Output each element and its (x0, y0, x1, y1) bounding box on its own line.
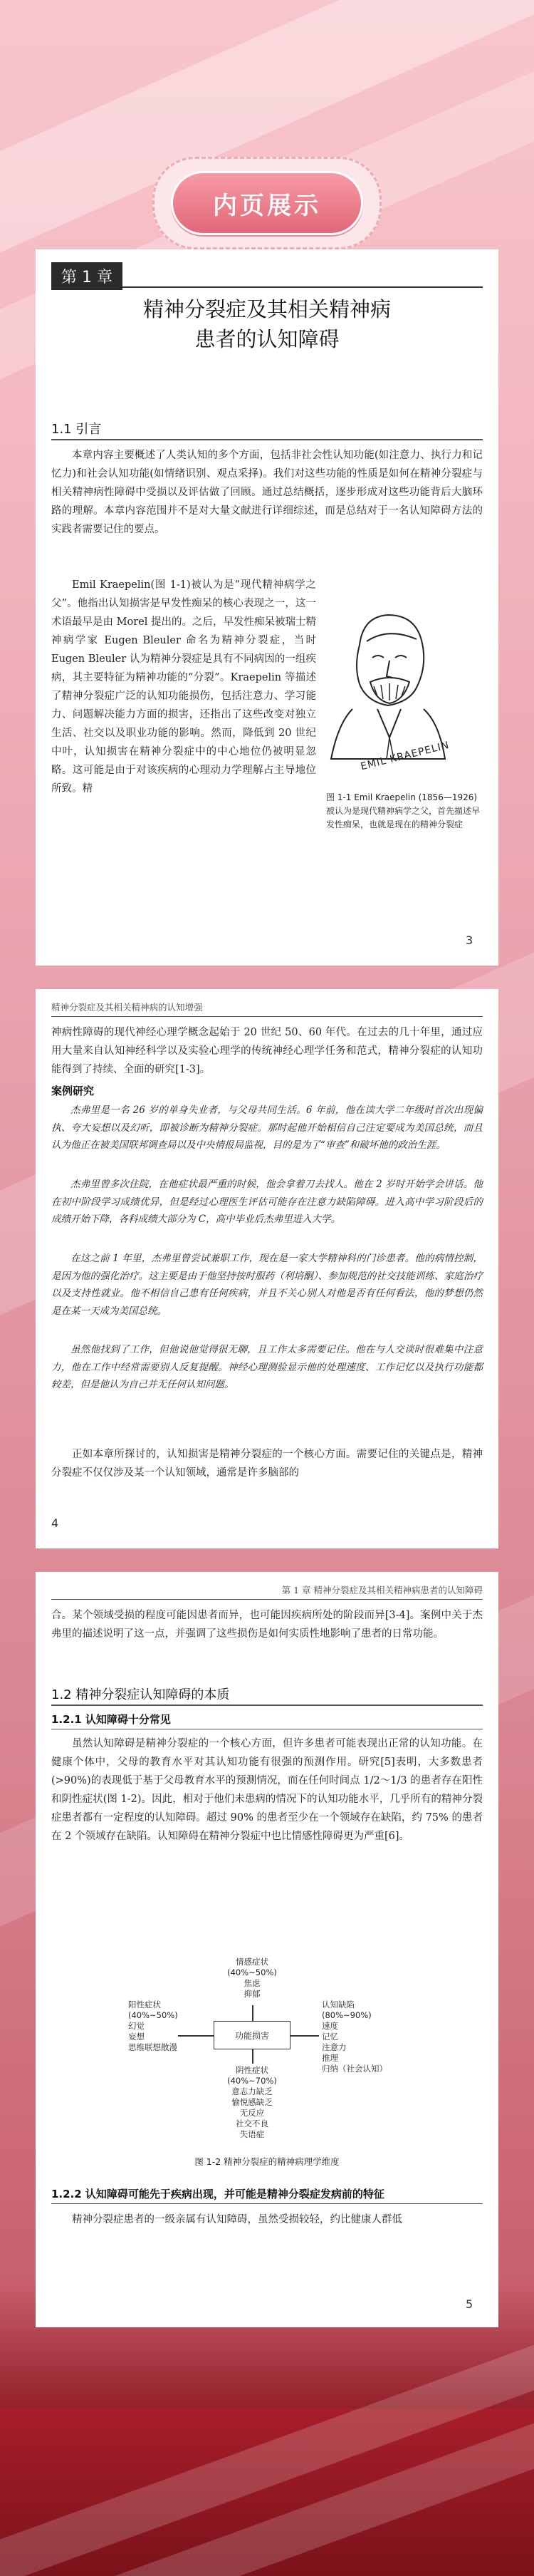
chapter-title-line1: 精神分裂症及其相关精神病 (142, 297, 391, 321)
kraepelin-paragraph: Emil Kraepelin(图 1-1)被认为是“现代精神病学之父”。他指出认知损害是早发性痴呆的核心表现之一，这一术语最早是由 Morel 提出的。之后，早发性痴呆被瑞士精神病学家 Eugen Bleuler 命名为精神分裂症，当时 Eugen Bleuler 认为精神分裂症是具有不同病因的一组疾病，其主要特征为精神功能的“分裂”。Kraepelin 等描述了精神分裂症广泛的认知功能损伤，包括注意力、学习能力、问题解决能力方面的损害，还指出了这些改变对独立生活、社交以及职业功能的影响。然而，降低到 20 世纪中叶，认知损害在精神分裂症中的中心地位仍被明显忽略。这可能是由于对该疾病的心理动力学理解占主导地位所致。精 (51, 579, 316, 795)
top-item: 抑郁 (244, 1989, 261, 1999)
bottom-item: 意志力缺乏 (231, 2086, 273, 2096)
left-item: 幻觉 (128, 2021, 145, 2031)
diagram-right-node (322, 2000, 422, 2074)
subsection-rule (51, 2203, 483, 2204)
top-pct: (40%~50%) (227, 1967, 277, 1977)
case-paragraph-4: 虽然他找到了工作，但他说他觉得很无聊，且工作太多需要记住。他在与人交谈时很难集中注意力，他在工作中经常需要别人反复提醒。神经心理测验显示他的处理速度、工作记忆以及执行功能都较差，但是他认为自己并无任何认知问题。 (51, 1344, 483, 1390)
kraepelin-portrait (310, 602, 459, 791)
badge-title: 内页展示 (213, 191, 321, 220)
body-paragraph: 精神分裂症患者的一级亲属有认知障碍，虽然受损较轻，约比健康人群低 (72, 2214, 402, 2225)
diagram-connector (252, 2049, 253, 2064)
top-title: 情感症状 (236, 1957, 268, 1967)
page-number: 3 (466, 933, 473, 947)
right-item: 推理 (322, 2053, 338, 2063)
diagram-top-node (216, 1957, 288, 2000)
section-rule (51, 439, 483, 440)
left-item: 思维联想散漫 (128, 2042, 177, 2052)
bottom-title: 阴性症状 (236, 2065, 268, 2075)
diagram-bottom-node (209, 2065, 295, 2140)
right-pct: (80%~90%) (322, 2010, 372, 2020)
figure-1-1-caption: 图 1-1 Emil Kraepelin (1856—1926) 被认为是现代精神病学之父，首先描述早发性痴呆，也就是现在的精神分裂症 (326, 792, 481, 829)
running-head-rule (51, 1016, 483, 1017)
badge-pill (171, 171, 363, 235)
chapter-tag: 第 1 章 (51, 262, 122, 290)
continuation-paragraph: 合。某个领域受损的程度可能因患者而异，也可能因疾病所处的阶段而异[3-4]。案例中关于杰弗里的描述说明了这一点，并强调了这些损伤是如何实质性地影响了患者的日常功能。 (51, 1610, 483, 1640)
running-head-rule (51, 1599, 483, 1600)
case-study-heading: 案例研究 (51, 1085, 95, 1097)
running-head: 第 1 章 精神分裂症及其相关精神病患者的认知障碍 (281, 1585, 483, 1595)
intro-paragraph: 神病性障碍的现代神经心理学概念起始于 20 世纪 50、60 年代。在过去的几十年里，通过应用大量来自认知神经科学以及实验心理学的传统神经心理学任务和范式，精神分裂症的认知功能得到了持续、全面的研究[1-3]。 (51, 1027, 483, 1075)
intro-paragraph: 本章内容主要概述了人类认知的多个方面，包括非社会性认知功能(如注意力、执行力和记忆力)和社会认知功能(如情绪识别、观点采择)。我们对这些功能的性质是如何在精神分裂症与相关精神病性障碍中受损以及评估做了回顾。通过总结概括，逐步形成对这些功能背后大脑环路的理解。本章内容范围并不是对大量文献进行详细综述，而是总结对于一名认知障碍方法的实践者需要记住的要点。 (51, 450, 483, 535)
page-number: 5 (466, 2297, 473, 2311)
diagram-connector (290, 2035, 319, 2037)
chapter-title-line2: 患者的认知障碍 (194, 327, 340, 351)
book-page-5 (36, 1572, 498, 2327)
bottom-item: 愉悦感缺乏 (231, 2097, 273, 2107)
right-item: 归纳（社会认知） (322, 2064, 387, 2074)
section-title: 1.2 精神分裂症认知障碍的本质 (51, 1687, 230, 1702)
right-item: 速度 (322, 2021, 338, 2031)
book-page-4 (36, 989, 498, 1548)
case-paragraph-2: 杰弗里曾多次住院，在他症状最严重的时候，他会拿着刀去找人。他在 2 岁时开始学会讲话。他在初中阶段学习成绩优异，但是经过心理医生评估可能存在注意力缺陷障碍。进入高中学习阶段后的成绩开始下降，各科成绩大部分为 C，高中毕业后杰弗里进入大学。 (51, 1179, 483, 1225)
left-title: 阳性症状 (128, 2000, 161, 2009)
bottom-item: 失语症 (239, 2129, 265, 2139)
book-page-3 (36, 249, 498, 966)
left-item: 妄想 (128, 2032, 145, 2042)
case-paragraph-1: 杰弗里是一名 26 岁的单身失业者，与父母共同生活。6 年前，他在读大学二年级时首次出现偏执、夸大妄想以及幻听，即被诊断为精神分裂症。那时起他开始相信自己注定要成为美国总统，而且认为他正在被美国联邦调查局以及中央情报局监视，目的是为了“审查”和破坏他的政治生涯。 (51, 1105, 483, 1151)
portrait-signature: EMIL KRAEPELIN (359, 739, 451, 773)
diagram-center-box: 功能损害 (214, 2021, 290, 2049)
right-item: 注意力 (322, 2042, 347, 2052)
bottom-item: 社交不良 (236, 2119, 268, 2128)
subsection-title-1: 1.2.1 认知障碍十分常见 (51, 1713, 171, 1726)
subsection-title-2: 1.2.2 认知障碍可能先于疾病出现，并可能是精神分裂症发病前的特征 (51, 2188, 384, 2200)
diagram-connector (252, 2005, 253, 2021)
left-pct: (40%~50%) (128, 2010, 178, 2020)
running-head: 精神分裂症及其相关精神病的认知增强 (51, 1002, 203, 1013)
bottom-pct: (40%~70%) (227, 2076, 277, 2086)
title-badge (0, 157, 534, 249)
chapter-rule (51, 286, 483, 288)
case-paragraph-3: 在这之前 1 年里，杰弗里曾尝试兼职工作，现在是一家大学精神科的门诊患者。他的病情控制，是因为他的强化治疗。这主要是由于他坚持按时服药（利培酮）、参加规范的社交技能训练、家庭治疗以及支持性就业。他不相信自己患有任何疾病，并且不关心别人对他是否有任何看法，他的梦想仍然是在某一天成为美国总统。 (51, 1253, 483, 1317)
page-number: 4 (51, 1516, 59, 1530)
closing-paragraph: 正如本章所探讨的，认知损害是精神分裂症的一个核心方面。需要记住的关键点是，精神分裂症不仅仅涉及某一个认知领域，通常是许多脑部的 (51, 1449, 483, 1479)
top-item: 焦虑 (244, 1978, 261, 1988)
bottom-item: 无反应 (239, 2108, 265, 2118)
right-item: 记忆 (322, 2032, 338, 2042)
bottom-decoration (0, 2409, 534, 2576)
section-rule (51, 1705, 483, 1706)
section-title: 1.1 引言 (51, 422, 102, 437)
figure-1-2-caption: 图 1-2 精神分裂症的精神病理学维度 (194, 2156, 340, 2167)
diagram-connector (178, 2035, 214, 2037)
right-title: 认知缺陷 (322, 2000, 355, 2009)
body-paragraph: 虽然认知障碍是精神分裂症的一个核心方面，但许多患者可能表现出正常的认知功能。在健康个体中，父母的教育水平对其认知功能有很强的预测作用。研究[5]表明，大多数患者(>90%)的表现低于基于父母教育水平的预测情况，而在任何时间点 1/2～1/3 的患者存在阳性和阴性症状(图 1-2)。因此，相对于他们未患病的情况下的认知功能水平，几乎所有的精神分裂症患者都有一定程度的认知障碍。超过 90% 的患者至少在一个领域存在缺陷，约 75% 的患者在 2 个领域存在缺陷。认知障碍在精神分裂症中也比情感性障碍更为严重[6]。 (51, 1738, 483, 1842)
diagram-left-node (128, 2000, 206, 2053)
